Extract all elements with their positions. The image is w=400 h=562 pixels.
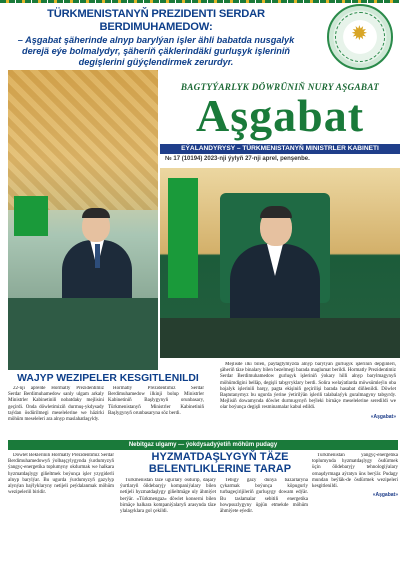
article-signoff: «Aşgabat»	[370, 413, 396, 420]
lead-article-column-right	[220, 362, 396, 436]
president-portrait-photo	[8, 70, 158, 370]
top-ornament-border	[0, 0, 400, 3]
portrait-figure	[62, 210, 132, 310]
bottom-article-column-2	[120, 478, 216, 557]
desk	[160, 318, 400, 358]
star-icon: ✹	[351, 23, 368, 45]
article-paragraph: Hormatly Prezidentimiz Serdar Berdimuhamedow ilkinji bolup Ministrler Kabinetiniň Başlygynyň orunbasary, Türkmenistanyň Ministrler Kabinetiniň Başlygynyň orunbasaryna söz berdi.	[108, 386, 204, 416]
headline-line2: – Aşgabat şäherinde alnyp barylýan işler ähli babatda nusgalyk derejä eýe bolmalydyr, şäheriň çäklerindäki gurluşyk işleriniň degişlerini güýçlendirmek zerurdyr.	[17, 35, 295, 67]
lead-article-column-1	[8, 386, 104, 434]
carpet-background	[8, 70, 158, 210]
lead-article-column-2	[108, 386, 204, 434]
cabinet-meeting-photo	[160, 168, 400, 358]
anniversary-emblem-icon	[327, 4, 393, 70]
meeting-figure	[230, 208, 320, 328]
bottom-article-heading: HYZMATDAŞLYGYŇ TÄZE BELENTLIKLERINE TARAP	[148, 451, 292, 475]
masthead-motto: BAGTYÝARLYK DÖWRÜNIŇ NURY AŞGABAT	[180, 82, 380, 92]
headline-line1: TÜRKMENISTANYŇ PREZIDENTI SERDAR BERDIMUHAMEDOW:	[47, 8, 265, 33]
article-paragraph: 22-nji aprelde Hormatly Prezidentimiz Serdar Berdimuhamedow sanly ulgam arkaly Ministrler Kabinetiniň nobatdaky mejlisini geçirdi. Onda döwletimiziň durmuş-ykdysady taýdan ösdürilmegi meselelerine we häzirki möhüm meseleleri ara alnyp maslahatlaşyldy.	[8, 386, 104, 423]
bottom-article-column-1	[8, 453, 114, 558]
masthead-title: Aşgabat	[195, 90, 365, 141]
article-paragraph: Tebigy gazy dünýä bazarlaryna çykarmak boýunça köpugurly turbageçirijileriň gurluşygy dowam edýär. Bu taslamalar sebitiň energetika howpsuzlygyny üpjün etmekde möhüm ähmiýete eýedir.	[220, 478, 308, 515]
front-page-headline	[6, 8, 306, 68]
desk	[8, 298, 158, 370]
article-paragraph: Döwlet Bekleriniň Hormatly Prezidentimiz Serdar Berdimuhamedowyň ýolbaşçylygynda ýurdumyzyň ýangyç-energetika toplumyny okdurmak we halkara hyzmatdaşlygy giňeltmek boýunça işler yzygiderli alnyp barylýar. Bu ugurda ýurdumyzyň gazylyp alynýan baýlyklaryny netijeli peýdalanmak möhüm wezipeleriň biridir.	[8, 453, 114, 496]
article-paragraph: Türkmenistan täze ugurlary ösdürip, daşary ýurtlaryň öňdebaryjy kompaniýalary bilen netijeli hyzmatdaşlygy giňeltmäge uly ähmiýet berýär. «Türkmengaz» döwlet konserni bilen birnäçe halkara kompaniýalaryň arasynda täze ylalaşyklara gol çekildi.	[120, 478, 216, 515]
article-signoff: «Aşgabat»	[372, 492, 398, 499]
bottom-article-column-3	[220, 478, 308, 557]
masthead-publisher-bar: EÝALANDYRYSY – TÜRKMENISTANYŇ MINISTRLER KABINETI	[160, 144, 400, 154]
flag-icon	[14, 196, 48, 236]
bottom-article-column-4	[312, 453, 398, 558]
flag-icon	[168, 178, 198, 298]
section-banner: Nebitgaz ulgamy — ýokdysadyýetiň möhüm pudagy	[8, 440, 398, 450]
article-paragraph: Mejlisde ilki bilen, paýtagtymyzda alnyp barylýan gurluşyk işleriniň depginleri, şäheriň täze binalary bilen bezelmegi barada maglumat berildi. Hormatly Prezidentimiz Serdar Berdimuhamedow gurluşyk işleriniň ýokary hilli alnyp barylmagynyň möhümdigini belläp, degişli tabşyryklary berdi. Soňra welaýatlarda möwsümleýin oba hojalyk işleriniň barşy, pagta ekişiniň geçirilişi barada hasabat diňlenildi. Döwlet Baştutanymyz bu ugurda ýerine ýetirilýän işleriň talabalaýyk guralmagyny tabşyrdy. Mejlisiň dowamynda döwlet durmuşynyň beýleki birnäçe meselelerine seredildi we olar boýunça degişli resminamalar kabul edildi.	[220, 362, 396, 411]
issue-line: № 17 (10194) 2023-nji ýylyň 27-nji aprel, penşenbe.	[165, 156, 310, 162]
lead-article-heading: WAJYP WEZIPELER KESGITLENILDI	[17, 373, 199, 384]
article-paragraph: Türkmenistan ýangyç-energetika toplumynda hyzmatdaşlygy ösdürmek üçin öňdebaryjy tehnologiýalary ornaşdyrmaga aýratyn üns berýär. Pudagy mundan beýläk-de ösdürmek wezipeleri kesgitlenildi.	[312, 453, 398, 490]
